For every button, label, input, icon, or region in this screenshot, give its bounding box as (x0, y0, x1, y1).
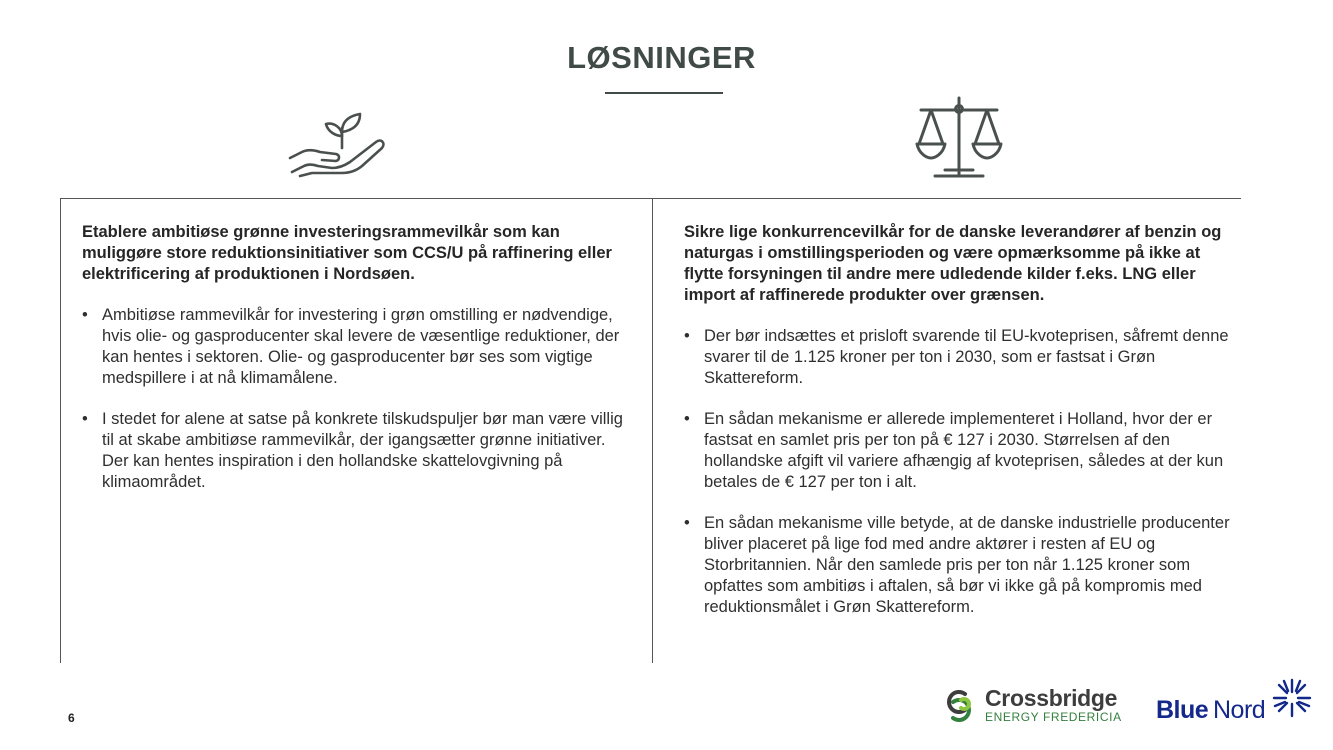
crossbridge-name: Crossbridge (985, 685, 1118, 711)
balance-scale-icon (915, 96, 1003, 180)
bluenord-blue-text: Blue (1156, 696, 1209, 724)
crossbridge-logo (939, 686, 1129, 726)
content-frame-top (60, 198, 1241, 199)
right-column (684, 222, 1236, 638)
left-column (82, 222, 634, 513)
crossbridge-mark-icon (939, 686, 979, 726)
right-bullet-2: • En sådan mekanisme er allerede implementeret i Holland, hvor der er fastsat en samlet pris per ton på € 127 i 2030. Størrelsen af den hollandske afgift vil variere afhængig af kvoteprisen, således at der kun betales de € 127 per ton i alt. (684, 409, 1236, 493)
left-bullet-list (82, 305, 634, 493)
crossbridge-subtitle: ENERGY FREDERICIA (985, 710, 1122, 724)
left-bullet-2: • I stedet for alene at satse på konkrete tilskudspuljer bør man være villig til at skabe ambitiøse rammevilkår, der igangsætter grønne initiativer. Der kan hentes inspiration i den hollandske skattelovgivning på klimaområdet. (82, 409, 634, 493)
column-divider (652, 198, 653, 663)
bluenord-star-icon (1270, 676, 1314, 720)
slide-title: LØSNINGER (567, 40, 756, 75)
right-bullet-list (684, 326, 1236, 618)
page-number: 6 (68, 711, 75, 725)
right-bullet-3: • En sådan mekanisme ville betyde, at de danske industrielle producenter bliver placeret på lige fod med andre aktører i resten af EU og Storbritannien. Når den samlede pris per ton når 1.125 kroner som opfattes som ambitiøs i aftalen, så bør vi ikke gå på kompromis med reduktionsmålet i Grøn Skattereform. (684, 513, 1236, 618)
right-bullet-1: • Der bør indsættes et prisloft svarende til EU-kvoteprisen, såfremt denne svarer til de 1.125 kroner per ton i 2030, som er fastsat i Grøn Skattereform. (684, 326, 1236, 389)
hand-with-plant-icon (288, 110, 388, 178)
title-underline (605, 92, 723, 94)
left-heading: Etablere ambitiøse grønne investeringsrammevilkår som kan muliggøre store reduktionsinitiativer som CCS/U på raffinering eller elektrificering af produktionen i Nordsøen. (82, 223, 612, 283)
content-frame-left (60, 198, 61, 663)
left-bullet-1: • Ambitiøse rammevilkår for investering i grøn omstilling er nødvendige, hvis olie- og gasproducenter skal levere de væsentlige reduktioner, der kan hentes i sektoren. Olie- og gasproducenter bør ses som vigtige medspillere i at nå klimamålene. (82, 305, 634, 389)
bluenord-logo (1156, 676, 1316, 726)
bluenord-nord-text: Nord (1213, 696, 1266, 724)
right-heading: Sikre lige konkurrencevilkår for de danske leverandører af benzin og naturgas i omstillingsperioden og være opmærksomme på ikke at flytte forsyningen til andre mere udledende kilder f.eks. LNG eller import af raffinerede produkter over grænsen. (684, 223, 1222, 304)
